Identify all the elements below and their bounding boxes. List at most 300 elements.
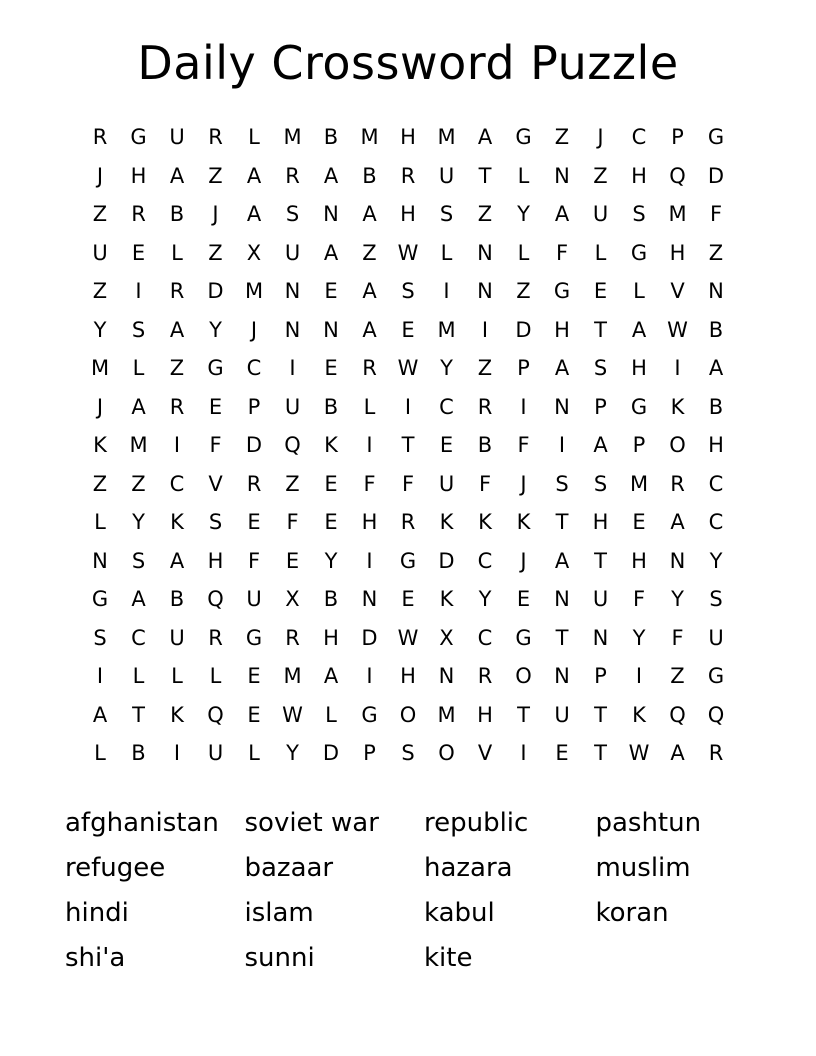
- grid-cell: H: [207, 548, 224, 573]
- grid-cell: P: [247, 394, 261, 419]
- grid-cell: F: [709, 202, 723, 227]
- grid-cell: N: [323, 317, 339, 342]
- grid-cell: N: [708, 279, 724, 304]
- grid-cell: D: [207, 279, 224, 304]
- grid-cell: L: [517, 240, 530, 265]
- grid-cell: E: [516, 587, 531, 612]
- grid-cell: B: [708, 394, 724, 419]
- grid-row: [83, 542, 733, 581]
- grid-cell: Z: [477, 356, 493, 381]
- grid-cell: S: [555, 471, 569, 496]
- grid-cell: M: [90, 356, 110, 381]
- grid-cell: E: [324, 279, 338, 304]
- word-list-item: refugee: [65, 853, 166, 884]
- grid-cell: U: [169, 125, 185, 150]
- grid-cell: K: [170, 510, 184, 535]
- grid-cell: Q: [284, 433, 301, 458]
- grid-cell: C: [439, 394, 454, 419]
- grid-cell: A: [246, 202, 262, 227]
- grid-cell: P: [632, 433, 646, 458]
- grid-cell: Y: [132, 510, 145, 535]
- grid-cell: Y: [324, 548, 338, 573]
- grid-cell: T: [594, 548, 607, 573]
- grid-row: [83, 273, 733, 312]
- grid-cell: M: [437, 125, 456, 150]
- grid-cell: G: [515, 625, 532, 650]
- grid-cell: E: [401, 587, 415, 612]
- grid-cell: J: [212, 202, 219, 227]
- grid-cell: Z: [208, 240, 223, 265]
- grid-cell: E: [324, 510, 338, 535]
- grid-cell: Q: [207, 587, 224, 612]
- word-list: [63, 801, 753, 981]
- grid-cell: A: [246, 163, 262, 188]
- grid-cell: N: [592, 625, 609, 650]
- grid-cell: J: [520, 548, 527, 573]
- grid-cell: W: [397, 356, 419, 381]
- grid-row: [83, 427, 733, 466]
- word-list-item: kabul: [423, 898, 495, 929]
- grid-cell: Z: [131, 471, 146, 496]
- grid-cell: N: [554, 664, 570, 689]
- grid-cell: F: [478, 471, 492, 496]
- grid-cell: A: [554, 356, 570, 381]
- grid-cell: A: [131, 394, 146, 419]
- grid-cell: H: [400, 202, 416, 227]
- grid-row: [83, 658, 733, 697]
- grid-cell: T: [555, 510, 569, 535]
- grid-cell: M: [244, 279, 264, 304]
- grid-cell: J: [96, 394, 104, 419]
- grid-cell: S: [285, 202, 300, 227]
- grid-cell: B: [131, 741, 146, 766]
- grid-cell: P: [517, 356, 530, 381]
- grid-cell: V: [477, 741, 493, 766]
- grid-cell: J: [597, 125, 604, 150]
- grid-cell: H: [669, 240, 686, 265]
- grid-cell: I: [674, 356, 681, 381]
- word-list-item: hindi: [65, 898, 129, 929]
- grid-cell: S: [131, 317, 146, 342]
- grid-cell: L: [363, 394, 376, 419]
- grid-cell: F: [286, 510, 299, 535]
- grid-cell: O: [438, 741, 455, 766]
- grid-cell: I: [520, 394, 527, 419]
- grid-cell: E: [439, 433, 454, 458]
- grid-cell: N: [554, 394, 570, 419]
- grid-cell: C: [631, 125, 647, 150]
- grid-cell: P: [594, 394, 607, 419]
- grid-cell: A: [362, 202, 377, 227]
- word-list-item: shi'a: [65, 943, 126, 974]
- grid-cell: N: [284, 279, 301, 304]
- grid-cell: G: [707, 125, 725, 150]
- grid-cell: E: [208, 394, 223, 419]
- grid-row: [83, 581, 733, 620]
- grid-cell: L: [440, 240, 453, 265]
- grid-cell: U: [92, 240, 108, 265]
- grid-cell: C: [169, 471, 185, 496]
- grid-cell: S: [401, 279, 415, 304]
- grid-cell: C: [708, 510, 724, 535]
- grid-cell: C: [246, 356, 262, 381]
- grid-cell: B: [477, 433, 493, 458]
- grid-cell: I: [96, 664, 104, 689]
- grid-cell: S: [593, 471, 608, 496]
- grid-cell: F: [632, 587, 646, 612]
- grid-cell: A: [169, 548, 185, 573]
- grid-cell: L: [325, 702, 337, 727]
- grid-cell: I: [404, 394, 412, 419]
- grid-cell: Y: [517, 202, 530, 227]
- grid-cell: M: [283, 125, 302, 150]
- word-list-item: afghanistan: [65, 808, 219, 839]
- grid-cell: B: [323, 125, 339, 150]
- grid-cell: S: [709, 587, 723, 612]
- grid-cell: I: [135, 279, 142, 304]
- grid-cell: U: [169, 625, 185, 650]
- grid-cell: H: [400, 125, 416, 150]
- grid-cell: M: [129, 433, 148, 458]
- grid-cell: R: [477, 664, 493, 689]
- grid-cell: N: [477, 240, 493, 265]
- grid-cell: R: [169, 394, 185, 419]
- grid-cell: U: [438, 471, 455, 496]
- grid-cell: F: [401, 471, 415, 496]
- grid-cell: G: [245, 625, 263, 650]
- grid-cell: Y: [440, 356, 453, 381]
- grid-cell: A: [323, 664, 339, 689]
- grid-cell: E: [247, 510, 261, 535]
- grid-cell: W: [397, 240, 419, 265]
- grid-cell: D: [707, 163, 725, 188]
- grid-cell: N: [438, 664, 455, 689]
- grid-cell: Z: [708, 240, 724, 265]
- grid-cell: H: [477, 702, 493, 727]
- grid-cell: X: [439, 625, 454, 650]
- grid-cell: I: [520, 741, 527, 766]
- grid-row: [83, 311, 733, 350]
- grid-cell: W: [397, 625, 419, 650]
- grid-cell: N: [669, 548, 686, 573]
- grid-cell: U: [592, 202, 609, 227]
- grid-cell: E: [401, 317, 415, 342]
- grid-cell: T: [401, 433, 415, 458]
- grid-cell: R: [400, 163, 416, 188]
- grid-row: [83, 696, 733, 735]
- grid-cell: N: [361, 587, 378, 612]
- grid-cell: Z: [92, 202, 108, 227]
- grid-cell: H: [631, 548, 647, 573]
- grid-cell: I: [558, 433, 566, 458]
- grid-cell: C: [708, 471, 724, 496]
- grid-cell: I: [635, 664, 643, 689]
- grid-cell: H: [554, 317, 570, 342]
- grid-cell: E: [131, 240, 146, 265]
- grid-row: [83, 234, 733, 273]
- grid-cell: K: [170, 702, 184, 727]
- grid-cell: K: [439, 510, 454, 535]
- grid-cell: K: [324, 433, 338, 458]
- grid-cell: F: [363, 471, 376, 496]
- grid-cell: G: [515, 125, 532, 150]
- grid-cell: Z: [670, 664, 685, 689]
- page-title: Daily Crossword Puzzle: [137, 36, 679, 90]
- grid-cell: A: [708, 356, 724, 381]
- grid-cell: Z: [208, 163, 223, 188]
- grid-cell: H: [592, 510, 609, 535]
- grid-cell: K: [93, 433, 107, 458]
- grid-cell: L: [209, 664, 222, 689]
- grid-cell: P: [671, 125, 684, 150]
- grid-cell: A: [169, 317, 185, 342]
- grid-cell: A: [323, 163, 339, 188]
- grid-cell: A: [169, 163, 185, 188]
- grid-cell: D: [322, 741, 340, 766]
- grid-cell: T: [132, 702, 145, 727]
- grid-cell: K: [516, 510, 531, 535]
- grid-cell: S: [208, 510, 223, 535]
- grid-cell: B: [169, 587, 185, 612]
- grid-cell: I: [289, 356, 296, 381]
- grid-cell: U: [592, 587, 609, 612]
- grid-cell: H: [130, 163, 147, 188]
- grid-cell: E: [593, 279, 608, 304]
- grid-cell: T: [555, 625, 569, 650]
- grid-cell: Q: [207, 702, 224, 727]
- grid-cell: A: [554, 202, 570, 227]
- grid-cell: U: [708, 625, 724, 650]
- grid-cell: R: [208, 125, 223, 150]
- grid-cell: R: [131, 202, 146, 227]
- grid-cell: R: [208, 625, 223, 650]
- grid-cell: V: [208, 471, 223, 496]
- word-list-item: bazaar: [244, 853, 334, 884]
- grid-cell: Z: [554, 125, 570, 150]
- grid-cell: I: [366, 433, 373, 458]
- grid-cell: L: [517, 163, 530, 188]
- grid-cell: Q: [669, 702, 686, 727]
- grid-cell: D: [515, 317, 532, 342]
- grid-cell: L: [171, 664, 183, 689]
- grid-cell: K: [478, 510, 492, 535]
- grid-cell: F: [517, 433, 530, 458]
- word-list-item: islam: [244, 898, 314, 929]
- grid-cell: P: [363, 741, 376, 766]
- word-list-column: [63, 801, 244, 981]
- grid-cell: E: [285, 548, 300, 573]
- grid-row: [83, 350, 733, 389]
- grid-row: [83, 388, 733, 427]
- word-list-item: pashtun: [595, 808, 702, 839]
- grid-cell: Y: [709, 548, 723, 573]
- grid-cell: M: [629, 471, 649, 496]
- grid-cell: E: [247, 702, 261, 727]
- grid-cell: Z: [169, 356, 185, 381]
- grid-cell: A: [554, 548, 570, 573]
- grid-cell: M: [360, 125, 379, 150]
- grid-cell: N: [284, 317, 301, 342]
- word-list-item: republic: [423, 808, 529, 839]
- grid-cell: N: [323, 202, 339, 227]
- grid-cell: B: [323, 587, 339, 612]
- grid-cell: B: [323, 394, 339, 419]
- grid-cell: G: [207, 356, 224, 381]
- grid-cell: U: [246, 587, 262, 612]
- grid-cell: J: [520, 471, 527, 496]
- grid-cell: D: [245, 433, 263, 458]
- grid-cell: L: [594, 240, 607, 265]
- grid-cell: S: [401, 741, 415, 766]
- grid-cell: G: [361, 702, 378, 727]
- grid-cell: Q: [707, 702, 725, 727]
- grid-row: [83, 619, 733, 658]
- grid-cell: R: [400, 510, 416, 535]
- grid-cell: D: [438, 548, 455, 573]
- grid-cell: R: [670, 471, 685, 496]
- grid-cell: K: [439, 587, 454, 612]
- grid-cell: E: [324, 356, 338, 381]
- grid-cell: I: [173, 741, 181, 766]
- grid-cell: S: [593, 356, 608, 381]
- grid-cell: I: [443, 279, 450, 304]
- grid-cell: H: [708, 433, 724, 458]
- grid-cell: U: [207, 741, 224, 766]
- grid-cell: U: [554, 702, 570, 727]
- grid-cell: Z: [516, 279, 531, 304]
- grid-cell: A: [593, 433, 608, 458]
- grid-cell: S: [131, 548, 146, 573]
- grid-cell: S: [439, 202, 454, 227]
- grid-cell: R: [362, 356, 377, 381]
- grid-cell: O: [669, 433, 686, 458]
- grid-cell: R: [477, 394, 493, 419]
- grid-cell: N: [92, 548, 108, 573]
- grid-cell: L: [132, 356, 145, 381]
- grid-cell: A: [131, 587, 146, 612]
- grid-row: [83, 157, 733, 196]
- grid-cell: C: [131, 625, 146, 650]
- grid-cell: D: [361, 625, 378, 650]
- grid-cell: Q: [669, 163, 686, 188]
- grid-cell: U: [284, 240, 301, 265]
- word-list-item: sunni: [244, 943, 315, 974]
- word-list-item: muslim: [595, 853, 691, 884]
- grid-cell: R: [169, 279, 185, 304]
- grid-cell: R: [285, 625, 300, 650]
- grid-cell: Z: [362, 240, 377, 265]
- grid-cell: J: [250, 317, 258, 342]
- grid-cell: T: [517, 702, 530, 727]
- grid-cell: B: [169, 202, 185, 227]
- grid-cell: A: [362, 279, 377, 304]
- grid-cell: A: [670, 741, 685, 766]
- grid-cell: T: [594, 317, 607, 342]
- grid-cell: Y: [209, 317, 222, 342]
- grid-cell: X: [285, 587, 300, 612]
- grid-cell: I: [366, 664, 373, 689]
- grid-cell: T: [594, 702, 607, 727]
- grid-row: [83, 504, 733, 543]
- grid-cell: I: [173, 433, 181, 458]
- grid-cell: A: [323, 240, 339, 265]
- grid-cell: E: [247, 664, 261, 689]
- word-list-item: hazara: [423, 853, 513, 884]
- grid-cell: F: [247, 548, 261, 573]
- grid-cell: M: [283, 664, 302, 689]
- word-list-column: [424, 801, 596, 981]
- grid-cell: T: [594, 741, 607, 766]
- grid-cell: F: [555, 240, 569, 265]
- grid-cell: Y: [478, 587, 492, 612]
- grid-cell: M: [437, 702, 456, 727]
- grid-cell: R: [246, 471, 262, 496]
- grid-cell: Z: [593, 163, 608, 188]
- grid-cell: E: [555, 741, 569, 766]
- grid-cell: L: [94, 741, 106, 766]
- grid-cell: W: [667, 317, 688, 342]
- grid-cell: Y: [671, 587, 684, 612]
- grid-cell: Z: [92, 471, 108, 496]
- word-list-item: soviet war: [244, 808, 379, 839]
- grid-cell: B: [708, 317, 724, 342]
- grid-cell: E: [632, 510, 646, 535]
- grid-cell: K: [670, 394, 685, 419]
- grid-cell: L: [633, 279, 645, 304]
- grid-cell: F: [671, 625, 684, 650]
- grid-cell: X: [246, 240, 262, 265]
- grid-cell: C: [477, 625, 493, 650]
- grid-cell: A: [362, 317, 377, 342]
- grid-cell: G: [630, 240, 648, 265]
- grid-cell: T: [478, 163, 492, 188]
- grid-cell: A: [631, 317, 647, 342]
- grid-cell: R: [285, 163, 300, 188]
- grid-cell: H: [400, 664, 416, 689]
- grid-cell: M: [437, 317, 456, 342]
- grid-cell: L: [171, 240, 183, 265]
- grid-cell: A: [92, 702, 108, 727]
- grid-cell: Y: [286, 741, 299, 766]
- grid-cell: V: [670, 279, 685, 304]
- grid-cell: G: [399, 548, 417, 573]
- word-list-item: kite: [423, 943, 473, 974]
- grid-cell: H: [631, 356, 647, 381]
- grid-cell: G: [553, 279, 571, 304]
- grid-cell: A: [477, 125, 493, 150]
- grid-cell: L: [248, 741, 260, 766]
- word-list-item: koran: [595, 898, 669, 929]
- word-list-column: [244, 801, 423, 981]
- grid-cell: Z: [477, 202, 493, 227]
- grid-cell: R: [92, 125, 108, 150]
- grid-cell: H: [361, 510, 378, 535]
- grid-cell: W: [282, 702, 303, 727]
- grid-cell: P: [594, 664, 607, 689]
- grid-cell: L: [132, 664, 145, 689]
- grid-cell: F: [209, 433, 222, 458]
- grid-cell: S: [93, 625, 107, 650]
- grid-cell: C: [477, 548, 493, 573]
- grid-cell: I: [481, 317, 489, 342]
- grid-cell: S: [632, 202, 646, 227]
- grid-row: [83, 196, 733, 235]
- grid-cell: N: [477, 279, 493, 304]
- grid-cell: U: [284, 394, 301, 419]
- grid-cell: E: [324, 471, 338, 496]
- grid-cell: W: [628, 741, 650, 766]
- grid-cell: Y: [632, 625, 646, 650]
